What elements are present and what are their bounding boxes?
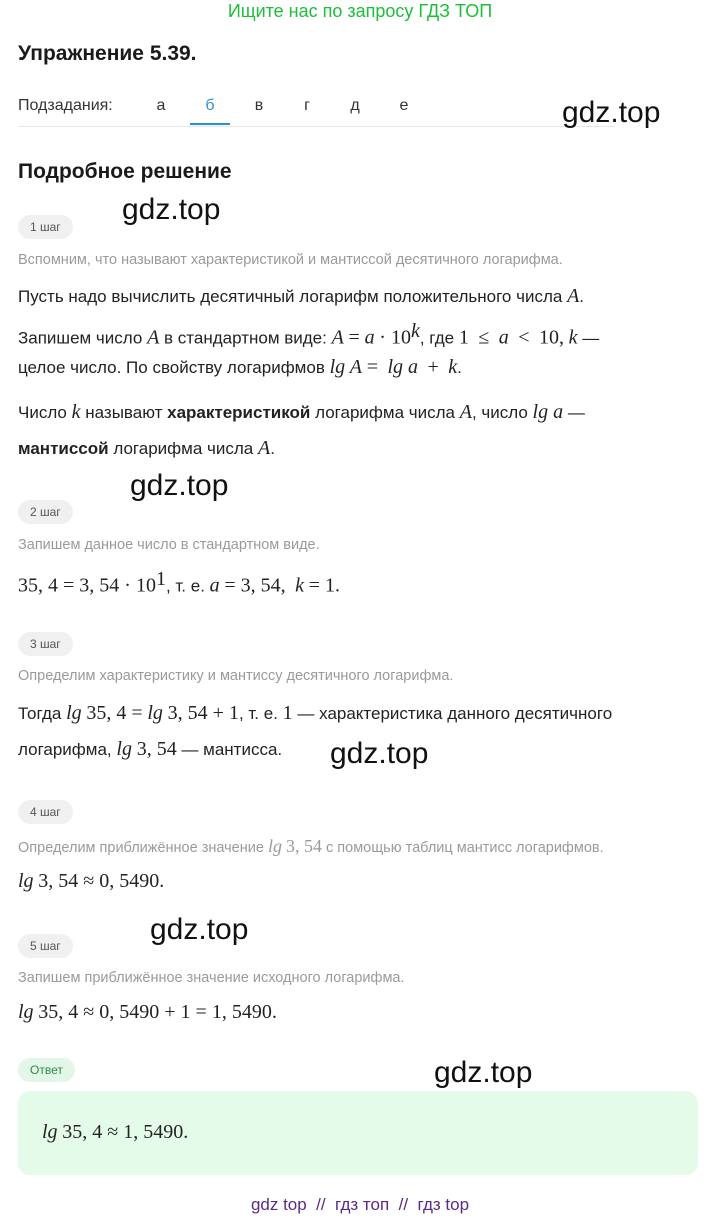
step-2-hint: Запишем данное число в стандартном виде. <box>18 537 320 553</box>
text: Запишем число <box>18 328 143 348</box>
step-4-badge: 4 шаг <box>18 800 73 824</box>
text: с помощью таблиц мантисс логарифмов. <box>326 840 604 856</box>
tab-d[interactable]: д <box>350 97 360 114</box>
step-5-badge: 5 шаг <box>18 934 73 958</box>
text: логарифма числа <box>315 403 455 422</box>
answer-box <box>18 1091 698 1175</box>
tab-b[interactable]: б <box>205 97 215 114</box>
text: — характеристика данного десятичного <box>297 704 613 723</box>
watermark: gdz.top <box>122 193 221 226</box>
answer-text: lg 35, 4 ≈ 1, 5490. <box>42 1121 189 1143</box>
text: Определим приближённое значение <box>18 840 264 856</box>
text: , т. е. <box>165 576 205 596</box>
watermark: gdz.top <box>330 737 429 770</box>
step-1-line-3: целое число. По свойству логарифмов lg A = lg a + k. <box>18 356 462 378</box>
tab-a[interactable]: а <box>156 97 166 114</box>
footer-links[interactable] <box>0 1195 720 1215</box>
step-5-hint: Запишем приближённое значение исходного логарифма. <box>18 970 405 986</box>
tab-g[interactable]: г <box>304 97 310 114</box>
step-4-hint: Определим приближённое значение lg 3, 54 с помощью таблиц мантисс логарифмов. <box>18 836 604 856</box>
step-5-line-1: lg 35, 4 ≈ 0, 5490 + 1 = 1, 5490. <box>18 1001 277 1023</box>
step-1-hint: Вспомним, что называют характеристикой и мантиссой десятичного логарифма. <box>18 252 563 268</box>
step-1-badge: 1 шаг <box>18 215 73 239</box>
subtasks-label: Подзадания: <box>18 97 113 114</box>
step-2-line-1: 35, 4 = 3, $54 \cdot 10^1$, т. е. a = 3, 54, k = 1. <box>18 568 341 597</box>
page-title: Упражнение 5.39. <box>18 42 197 65</box>
text: — мантисса. <box>181 740 283 759</box>
text: называют <box>85 403 163 422</box>
step-3-line-1: Тогда lg 35, 4 = lg 3, 54 + 1, т. е. 1 — характеристика данного десятичного <box>18 702 613 724</box>
text: , т. е. <box>238 704 278 723</box>
text: в стандартном виде: <box>164 328 327 348</box>
text: Пусть надо вычислить десятичный логарифм положительного числа <box>18 287 563 306</box>
active-tab-indicator <box>190 123 230 125</box>
step-1-line-1: Пусть надо вычислить десятичный логарифм положительного числа A. <box>18 285 585 307</box>
tab-e[interactable]: е <box>399 97 409 114</box>
watermark: gdz.top <box>130 469 229 502</box>
text: Число <box>18 403 67 422</box>
section-title: Подробное решение <box>18 160 232 183</box>
step-3-badge: 3 шаг <box>18 632 73 656</box>
tab-v[interactable]: в <box>254 97 264 114</box>
watermark: gdz.top <box>150 913 249 946</box>
step-3-hint: Определим характеристику и мантиссу десятичного логарифма. <box>18 668 454 684</box>
step-2-badge: 2 шаг <box>18 500 73 524</box>
text: Тогда <box>18 704 62 723</box>
text: логарифма числа <box>113 439 254 458</box>
math: A <box>147 326 160 349</box>
answer-badge: Ответ <box>18 1058 75 1082</box>
text: целое число. По свойству логарифмов <box>18 358 325 377</box>
text: , число <box>471 403 528 422</box>
bold-term: характеристикой <box>167 403 311 422</box>
watermark: gdz.top <box>562 96 661 129</box>
step-3-line-2: логарифма, lg 3, 54 — мантисса. <box>18 738 283 760</box>
bold-term: мантиссой <box>18 439 109 458</box>
footer-text[interactable]: gdz top // гдз топ // гдз top <box>250 1195 470 1214</box>
subtasks-bar <box>18 92 614 127</box>
text: логарифма, <box>18 740 112 759</box>
step-4-line-1: lg 3, 54 ≈ 0, 5490. <box>18 870 165 892</box>
text: , где <box>419 328 455 348</box>
watermark: gdz.top <box>434 1056 533 1089</box>
step-1-line-5: мантиссой логарифма числа A. <box>18 437 275 459</box>
math: A <box>331 326 344 349</box>
step-1-line-4: Число k называют характеристикой логарифма числа A, число lg a — <box>18 401 585 423</box>
top-banner: Ищите нас по запросу ГДЗ ТОП <box>227 1 493 21</box>
math: A <box>567 285 580 307</box>
step-1-line-2: Запишем число A в стандартном виде: $A = a \cdot 10^k$, где 1 ≤ a < 10, k — <box>18 320 600 349</box>
